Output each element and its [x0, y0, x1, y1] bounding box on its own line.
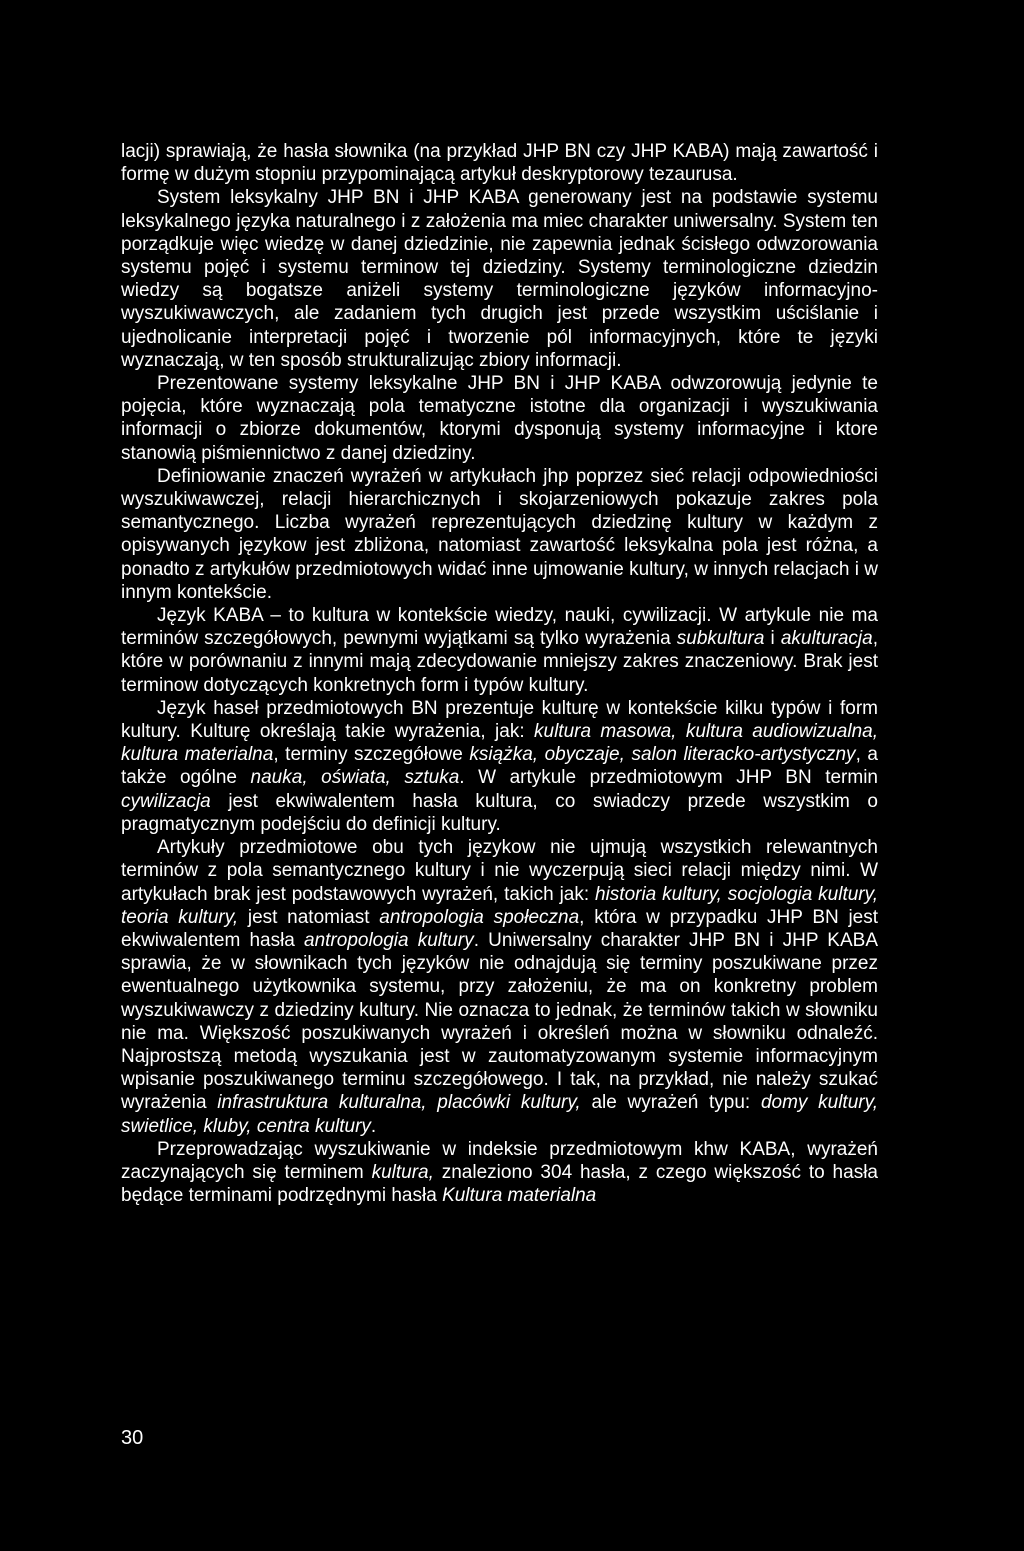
italic-term: antropologia społeczna — [379, 906, 580, 928]
italic-term: nauka, oświata, sztuka — [250, 767, 460, 789]
italic-term: kultura masowa, kultura audiowizualna, kultura materialna — [121, 721, 878, 766]
italic-term: historia kultury, socjologia kultury, teoria kultury, — [121, 883, 878, 928]
paragraph-text: , która w przypadku JHP BN jest ekwiwalentem hasła — [121, 906, 879, 951]
italic-term: infrastruktura kulturalna, placówki kultury, — [217, 1092, 581, 1114]
paragraph-text: Prezentowane systemy leksykalne JHP BN i JHP KABA odwzorowują jedynie te pojęcia, które wyznaczają pola tematyczne istotne dla organizacji i wyszukiwania informacji o zbiorze dokumentów, ktorymi dysponują systemy informacyjne i ktore stanowią piśmiennictwo z danej dziedziny. — [121, 373, 878, 464]
paragraph — [121, 465, 878, 604]
paragraph-text: Język KABA – to kultura w kontekście wiedzy, nauki, cywilizacji. W artykule nie ma terminów szczegółowych, pewnymi wyjątkami są tylko wyrażenia — [121, 605, 878, 650]
page-body-text — [121, 140, 878, 1207]
italic-term: książka, obyczaje, salon literacko-artystyczny — [469, 744, 856, 766]
paragraph-text: znaleziono 304 hasła, z czego większość to hasła będące terminami podrzędnymi hasła — [121, 1161, 878, 1207]
paragraph-text: lacji) sprawiają, że hasła słownika (na przykład JHP BN czy JHP KABA) mają zawartość i formę w dużym stopniu przypominającą artykuł deskryptorowy tezaurusa. — [121, 141, 878, 186]
paragraph — [121, 604, 878, 697]
paragraph-text: . Uniwersalny charakter JHP BN i JHP KABA sprawia, że w słownikach tych języków nie odnajdują się terminy poszukiwane przez ewentualnego użytkownika systemu, przy założeniu, że ma on konkretny problem wyszukiwawczy z dziedziny kultury. Nie oznacza to jednak, że terminów takich w słowniku nie ma. Większość poszukiwanych wyrażeń i określeń można w słowniku odnaleźć. Najprostszą metodą wyszukania jest w zautomatyzowanym systemie informacyjnym wpisanie poszukiwanego terminu szczegółowego. I tak, na przykład, nie należy szukać wyrażenia — [121, 929, 878, 1114]
paragraph-text: . — [370, 1115, 377, 1137]
paragraph — [121, 140, 878, 186]
italic-term: domy kultury, swietlice, kluby, centra kultury — [121, 1092, 878, 1137]
paragraph — [121, 372, 878, 465]
paragraph-text: i — [764, 628, 781, 650]
italic-term: subkultura — [676, 628, 765, 650]
paragraph-text: ale wyrażeń typu: — [580, 1092, 761, 1114]
italic-term: akulturacja — [780, 628, 873, 650]
italic-term: antropologia kultury — [304, 929, 474, 951]
paragraph — [121, 836, 878, 1138]
paragraph — [121, 697, 878, 836]
italic-term: cywilizacja — [121, 790, 211, 812]
paragraph-text: Język haseł przedmiotowych BN prezentuje kulturę w kontekście kilku typów i form kultury. Kulturę określają takie wyrażenia, jak: — [121, 697, 878, 743]
italic-term: kultura, — [371, 1161, 434, 1183]
paragraph-text: , a także ogólne — [121, 744, 878, 789]
paragraph — [121, 1138, 878, 1208]
paragraph-text: Artykuły przedmiotowe obu tych językow nie ujmują wszystkich relewantnych terminów z pola semantycznego kultury i nie wyczerpują sieci relacji między nimi. W artykułach brak jest podstawowych wyrażeń, takich jak: — [121, 837, 878, 905]
paragraph-text: . W artykule przedmiotowym JHP BN termin — [459, 767, 879, 789]
page-number: 30 — [121, 1427, 144, 1449]
paragraph-text: jest natomiast — [238, 906, 380, 928]
paragraph-text: jest ekwiwalentem hasła kultura, co swiadczy przede wszystkim o pragmatycznym podejściu do definicji kultury. — [121, 790, 878, 835]
paragraph-text: , terminy szczegółowe — [273, 744, 470, 766]
paragraph-text: System leksykalny JHP BN i JHP KABA generowany jest na podstawie systemu leksykalnego języka naturalnego i z założenia ma miec charakter uniwersalny. System ten porządkuje więc wiedzę w danej dziedzinie, nie zapewnia jednak ścisłego odwzorowania systemu pojęć i systemu terminow tej dziedziny. Systemy terminologiczne dziedzin wiedzy są bogatsze aniżeli systemy terminologiczne języków informacyjno-wyszukiwawczych, ale zadaniem tych drugich jest przede wszystkim uściślanie i ujednolicanie interpretacji pojęć i tworzenie pól informacyjnych, które te języki wyznaczają, w ten sposób strukturalizując zbiory informacji. — [121, 187, 878, 371]
paragraph — [121, 186, 878, 372]
paragraph-text: Definiowanie znaczeń wyrażeń w artykułach jhp poprzez sieć relacji odpowiedniości wyszukiwawczej, relacji hierarchicznych i skojarzeniowych pokazuje zakres pola semantycznego. Liczba wyrażeń reprezentujących dziedzinę kultury w każdym z opisywanych językow jest zbliżona, natomiast zawartość leksykalna pola jest różna, a ponadto z artykułów przedmiotowych widać inne ujmowanie kultury, w innych relacjach i w innym kontekście. — [121, 465, 878, 603]
paragraph-text: , które w porównaniu z innymi mają zdecydowanie mniejszy zakres znaczeniowy. Brak jest terminow dotyczących konkretnych form i typów kultury. — [121, 628, 878, 696]
paragraph-text: Przeprowadzając wyszukiwanie w indeksie przedmiotowym khw KABA, wyrażeń zaczynających się terminem — [121, 1138, 878, 1183]
italic-term: Kultura materialna — [442, 1185, 597, 1207]
